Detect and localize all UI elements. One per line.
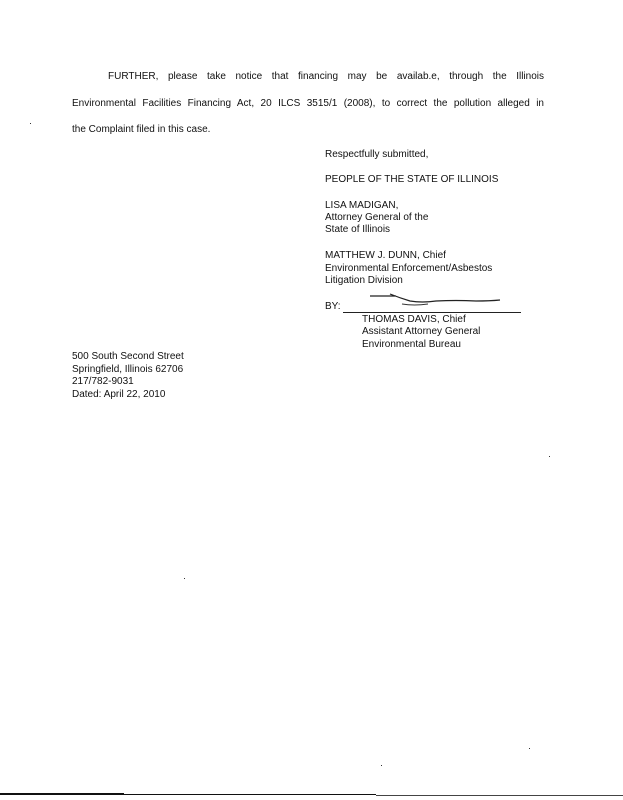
respectfully-submitted: Respectfully submitted, <box>325 149 429 160</box>
scan-speck <box>30 123 31 124</box>
attorney-general-title-2: State of Illinois <box>325 224 391 235</box>
notice-line-3: the Complaint filed in this case. <box>72 124 211 135</box>
scan-speck <box>529 748 530 749</box>
signer-title-1: Assistant Attorney General <box>362 326 481 337</box>
address-dated: Dated: April 22, 2010 <box>72 389 166 400</box>
scan-speck <box>381 765 382 766</box>
notice-line-2 <box>72 97 544 110</box>
scan-speck <box>184 578 185 579</box>
signature-line <box>343 312 521 313</box>
page-bottom-rule-left <box>0 793 124 795</box>
division-chief-title-1: Environmental Enforcement/Asbestos <box>325 263 493 274</box>
page-bottom-rule-center <box>124 794 376 795</box>
division-chief-name: MATTHEW J. DUNN, Chief <box>325 250 446 261</box>
signer-title-2: Environmental Bureau <box>362 339 461 350</box>
address-phone: 217/782-9031 <box>72 376 134 387</box>
handwritten-signature <box>366 292 506 310</box>
by-label: BY: <box>325 301 341 312</box>
notice-line-1 <box>108 70 544 83</box>
attorney-general-title-1: Attorney General of the <box>325 212 429 223</box>
division-chief-title-2: Litigation Division <box>325 275 403 286</box>
address-city: Springfield, Illinois 62706 <box>72 364 184 375</box>
notice-line-2-text: Environmental Facilities Financing Act, 20 ILCS 3515/1 (2008), to correct the pollution alleged in <box>72 98 544 109</box>
people-of-illinois: PEOPLE OF THE STATE OF ILLINOIS <box>325 174 499 185</box>
page-bottom-rule-right <box>376 795 623 796</box>
address-street: 500 South Second Street <box>72 351 184 362</box>
notice-line-1-text: FURTHER, please take notice that financing may be availab.e, through the Illinois <box>108 71 544 82</box>
signer-name: THOMAS DAVIS, Chief <box>362 314 466 325</box>
scan-speck <box>549 456 550 457</box>
attorney-general-name: LISA MADIGAN, <box>325 200 399 211</box>
